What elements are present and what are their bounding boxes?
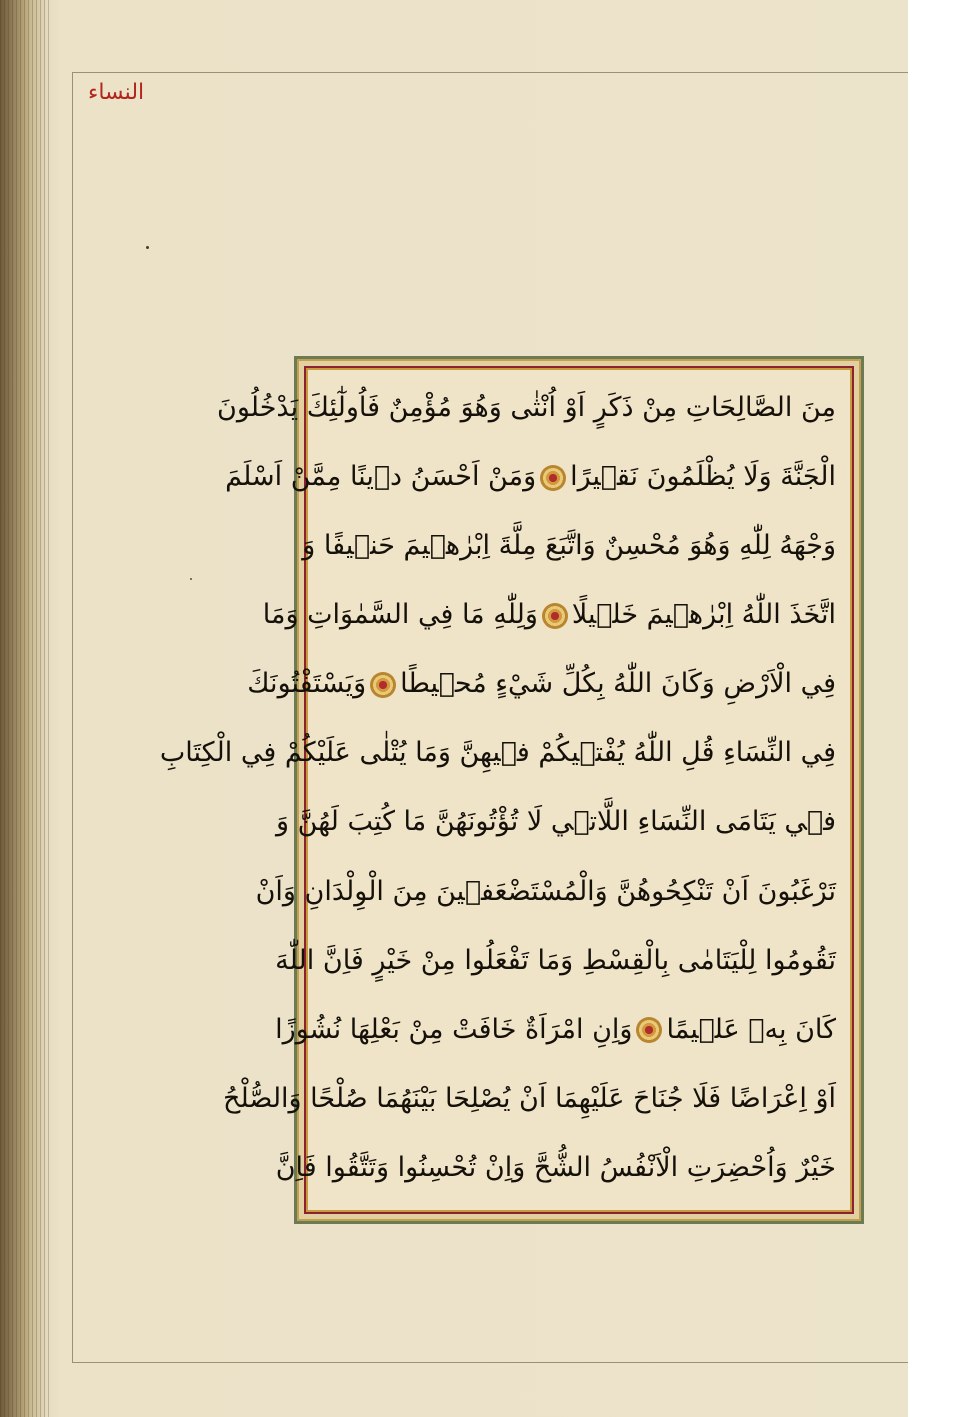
text-line-8 xyxy=(255,868,836,924)
border-gold xyxy=(159,359,861,1221)
text-line-10 xyxy=(275,1006,836,1062)
text-segment: خَيْرٌ وَاُحْضِرَتِ الْاَنْفُسُ الشُّحَّ وَاِنْ تُحْسِنُوا وَتَتَّقُوا فَاِنَّ xyxy=(275,1151,836,1183)
text-segment: كَانَ بِهٖ عَلٖيمًا xyxy=(666,1013,836,1045)
text-segment: وَيَسْتَفْتُونَكَ xyxy=(247,668,367,700)
text-segment: فِي الْاَرْضِ وَكَانَ اللّٰهُ بِكُلِّ شَيْءٍ مُحٖيطًا xyxy=(400,668,836,700)
text-segment: وَمَنْ اَحْسَنُ دٖينًا مِمَّنْ اَسْلَمَ xyxy=(225,461,537,493)
outer-rule-top xyxy=(72,72,908,73)
text-line-3 xyxy=(302,522,836,578)
text-segment: وَاِنِ امْرَاَةٌ خَافَتْ مِنْ بَعْلِهَا نُشُوزًا xyxy=(275,1013,633,1045)
text-segment: اَوْ اِعْرَاضًا فَلَا جُنَاحَ عَلَيْهِمَا اَنْ يُصْلِحَا بَيْنَهُمَا صُلْحًا وَالصُّلْحُ xyxy=(223,1082,836,1114)
verse-marker-icon xyxy=(540,465,566,491)
text-line-11 xyxy=(223,1075,836,1131)
ink-speck xyxy=(190,578,192,580)
outer-rule-left xyxy=(72,72,73,1362)
text-segment: وَلِلّٰهِ مَا فِي السَّمٰوَاتِ وَمَا xyxy=(262,599,538,631)
text-line-1 xyxy=(217,384,836,440)
text-segment: فِي النِّسَاءِ قُلِ اللّٰهُ يُفْتٖيكُمْ فٖيهِنَّ وَمَا يُتْلٰى عَلَيْكُمْ فِي الْكِتَابِ xyxy=(159,737,836,769)
text-segment: اتَّخَذَ اللّٰهُ اِبْرٰهٖيمَ خَلٖيلًا xyxy=(571,599,836,631)
text-line-2 xyxy=(225,453,836,509)
text-segment: تَرْغَبُونَ اَنْ تَنْكِحُوهُنَّ وَالْمُسْتَضْعَفٖينَ مِنَ الْوِلْدَانِ وَاَنْ xyxy=(255,875,836,907)
text-area xyxy=(159,370,850,1210)
border-band xyxy=(159,361,859,1219)
surah-heading: النساء xyxy=(88,80,145,105)
text-line-6 xyxy=(159,729,836,785)
outer-rule-bottom xyxy=(72,1362,908,1363)
text-segment: مِنَ الصَّالِحَاتِ مِنْ ذَكَرٍ اَوْ اُنْثٰى وَهُوَ مُؤْمِنٌ فَاُولٰٓئِكَ يَدْخُلُونَ xyxy=(217,392,836,423)
text-line-9 xyxy=(275,937,836,993)
verse-marker-icon xyxy=(636,1017,662,1043)
border-inner-gold xyxy=(159,368,852,1212)
text-panel xyxy=(159,356,864,1224)
text-line-4 xyxy=(262,591,836,647)
text-segment: الْجَنَّةَ وَلَا يُظْلَمُونَ نَقٖيرًا xyxy=(570,461,836,493)
verse-marker-icon xyxy=(370,672,396,698)
page-edges xyxy=(0,0,52,1417)
text-segment: وَجْهَهُ لِلّٰهِ وَهُوَ مُحْسِنٌ وَاتَّبَعَ مِلَّةَ اِبْرٰهٖيمَ حَنٖيفًا وَ xyxy=(302,530,836,562)
verse-marker-icon xyxy=(542,603,568,629)
text-segment: تَقُومُوا لِلْيَتَامٰى بِالْقِسْطِ وَمَا تَفْعَلُوا مِنْ خَيْرٍ فَاِنَّ اللّٰهَ xyxy=(275,944,836,976)
text-line-7 xyxy=(276,798,836,854)
text-line-12 xyxy=(275,1144,836,1200)
scan-margin xyxy=(908,0,974,1417)
text-segment: فٖي يَتَامَى النِّسَاءِ اللَّاتٖي لَا تُؤْتُونَهُنَّ مَا كُتِبَ لَهُنَّ وَ xyxy=(276,806,836,838)
text-line-5 xyxy=(247,660,836,716)
ink-speck xyxy=(146,246,149,249)
border-red xyxy=(159,366,854,1214)
